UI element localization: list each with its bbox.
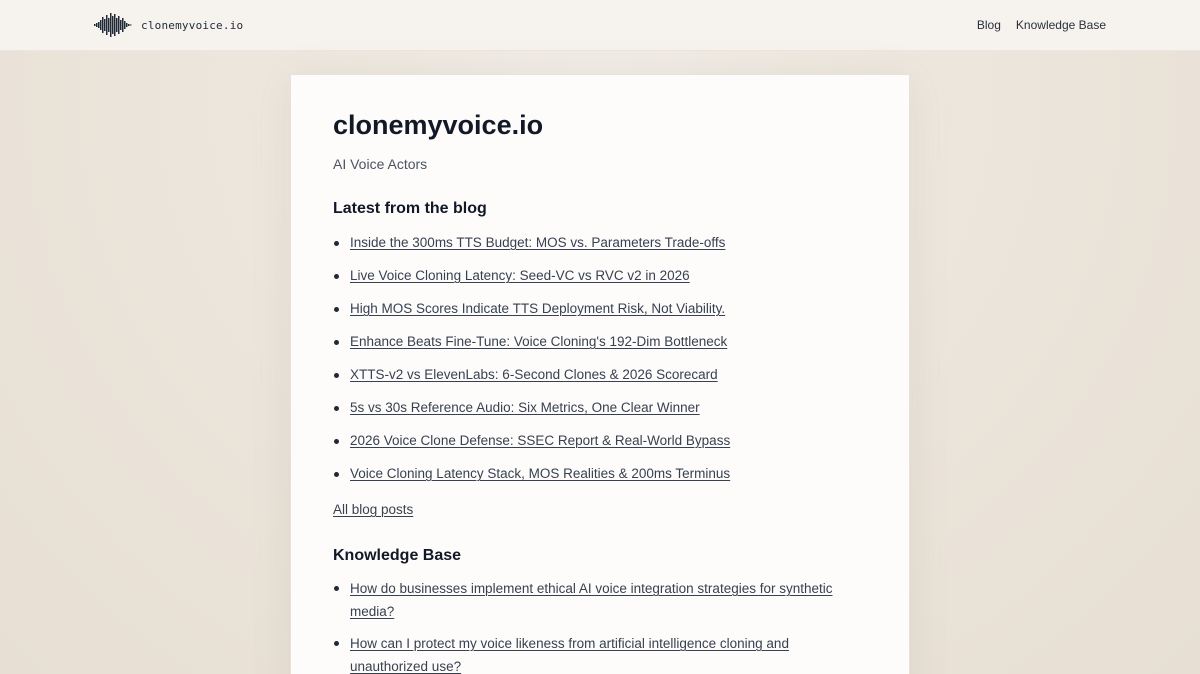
page-title: clonemyvoice.io bbox=[333, 110, 544, 140]
blog-post-link[interactable]: Inside the 300ms TTS Budget: MOS vs. Parameters Trade-offs bbox=[350, 235, 726, 250]
list-item bbox=[333, 365, 867, 398]
list-item bbox=[333, 266, 867, 299]
list-item bbox=[333, 233, 867, 266]
knowledge-base-heading: Knowledge Base bbox=[333, 547, 462, 564]
nav-link-blog[interactable]: Blog bbox=[976, 18, 1001, 32]
content-card bbox=[290, 74, 910, 674]
kb-article-link[interactable] bbox=[350, 636, 789, 674]
list-item bbox=[333, 299, 867, 332]
main-nav bbox=[977, 18, 1106, 32]
blog-post-link[interactable]: Voice Cloning Latency Stack, MOS Realities & 200ms Terminus bbox=[350, 466, 731, 481]
page-tagline: AI Voice Actors bbox=[333, 156, 428, 172]
bullet-icon bbox=[334, 373, 339, 378]
list-item bbox=[333, 632, 867, 674]
kb-link-line: How can I protect my voice likeness from artificial intelligence cloning and bbox=[350, 636, 789, 651]
kb-link-line: media? bbox=[350, 604, 395, 619]
blog-post-link[interactable]: Live Voice Cloning Latency: Seed-VC vs RVC v2 in 2026 bbox=[350, 268, 690, 283]
kb-link-line: How do businesses implement ethical AI voice integration strategies for synthetic bbox=[350, 581, 833, 596]
blog-post-link[interactable]: Enhance Beats Fine-Tune: Voice Cloning's 192-Dim Bottleneck bbox=[350, 334, 728, 349]
blog-section-heading: Latest from the blog bbox=[333, 200, 487, 217]
bullet-icon bbox=[334, 641, 339, 646]
list-item bbox=[333, 431, 867, 464]
bullet-icon bbox=[334, 586, 339, 591]
bullet-icon bbox=[334, 439, 339, 444]
blog-post-link[interactable]: XTTS-v2 vs ElevenLabs: 6-Second Clones & 2026 Scorecard bbox=[350, 367, 718, 382]
bullet-icon bbox=[334, 307, 339, 312]
top-navbar bbox=[0, 0, 1200, 51]
bullet-icon bbox=[334, 274, 339, 279]
nav-link-knowledge-base[interactable]: Knowledge Base bbox=[1015, 18, 1106, 32]
bullet-icon bbox=[334, 340, 339, 345]
knowledge-base-list bbox=[333, 577, 867, 674]
bullet-icon bbox=[334, 472, 339, 477]
brand-home-link[interactable] bbox=[94, 12, 243, 38]
kb-article-link[interactable] bbox=[350, 581, 833, 619]
waveform-icon bbox=[94, 12, 132, 38]
bullet-icon bbox=[334, 406, 339, 411]
blog-post-list bbox=[333, 233, 867, 497]
list-item bbox=[333, 332, 867, 365]
blog-post-link[interactable]: 2026 Voice Clone Defense: SSEC Report & Real-World Bypass bbox=[350, 433, 731, 448]
blog-post-link[interactable]: High MOS Scores Indicate TTS Deployment Risk, Not Viability. bbox=[350, 301, 726, 316]
all-posts-container bbox=[333, 500, 867, 520]
list-item bbox=[333, 577, 867, 623]
bullet-icon bbox=[334, 241, 339, 246]
blog-post-link[interactable]: 5s vs 30s Reference Audio: Six Metrics, One Clear Winner bbox=[350, 400, 700, 415]
list-item bbox=[333, 464, 867, 497]
list-item bbox=[333, 398, 867, 431]
brand-name: clonemyvoice.io bbox=[141, 18, 244, 32]
all-blog-posts-link[interactable]: All blog posts bbox=[333, 502, 414, 517]
kb-link-line: unauthorized use? bbox=[350, 659, 462, 674]
